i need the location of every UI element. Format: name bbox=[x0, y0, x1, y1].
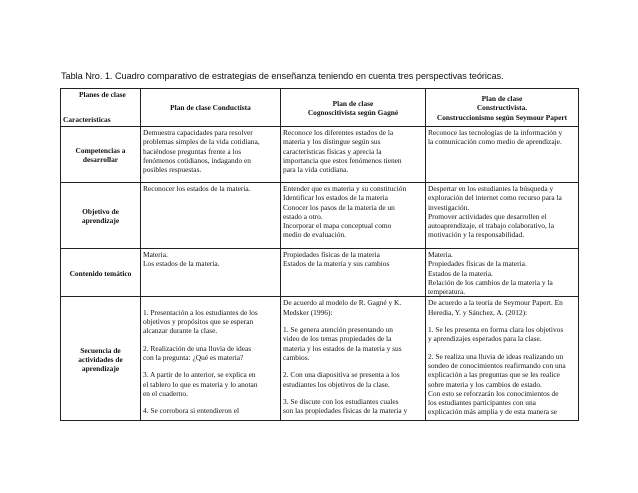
cell-line: el tablero lo que es materia y lo anotan bbox=[143, 379, 258, 389]
cell-line: Promover actividades que desarrollen el bbox=[428, 211, 547, 221]
cell-line: Los estados de la materia. bbox=[143, 259, 220, 269]
cell-line: sobre materia y los cambios de estado. bbox=[428, 379, 542, 389]
table-row bbox=[61, 297, 579, 421]
corner-label-plans: Planes de clase bbox=[79, 90, 126, 99]
cell-line: Materia. bbox=[428, 250, 453, 259]
cell-line: cambios. bbox=[283, 352, 310, 362]
cell-line: investigación. bbox=[428, 202, 470, 212]
header-cell-conductista bbox=[141, 89, 281, 127]
cell-line: explicación más amplia y de esta manera se bbox=[428, 407, 558, 417]
row-label-line: desarrollar bbox=[82, 155, 119, 164]
row-label-line: Objetivo de bbox=[82, 206, 119, 216]
cell-line: De acuerdo al modelo de R. Gagné y K. bbox=[283, 298, 402, 308]
cell-line: 3. Se discute con los estudiantes cuales bbox=[283, 396, 399, 406]
cell-line: 4. Se corrobora si entendieron el bbox=[143, 406, 240, 416]
cell-gap bbox=[283, 362, 423, 370]
cell-line: explicación a las preguntas que se les realice bbox=[428, 370, 560, 380]
header-line: Plan de clase Conductista bbox=[170, 103, 251, 113]
cell-line: 1. Presentación a los estudiantes de los bbox=[143, 307, 258, 317]
header-corner-cell bbox=[61, 89, 141, 127]
corner-label-characteristics: Características bbox=[63, 114, 111, 124]
cell-conductista bbox=[141, 127, 281, 183]
cell-line: Reconoce las tecnologías de la información y bbox=[428, 128, 563, 137]
cell-cognoscitivista bbox=[281, 297, 426, 421]
cell-line: Medsker (1996): bbox=[283, 307, 333, 317]
row-label-line: aprendizaje bbox=[81, 364, 120, 374]
cell-line: materia y los estados de la materia y sus bbox=[283, 343, 402, 353]
cell-line: 3. A partir de lo anterior, se explica en bbox=[143, 370, 256, 380]
cell-line: alcanzar durante la clase. bbox=[143, 326, 218, 336]
cell-line: 2. Realización de una lluvia de ideas bbox=[143, 343, 252, 353]
cell-gap bbox=[428, 317, 576, 325]
cell-line: motivación y la responsabilidad. bbox=[428, 230, 525, 240]
row-label-line: aprendizaje bbox=[81, 216, 120, 225]
table-header-row bbox=[61, 89, 579, 127]
table-row bbox=[61, 249, 579, 297]
row-label-line: Contenido temático bbox=[69, 268, 132, 278]
cell-line: Propiedades físicas de la materia bbox=[283, 250, 380, 259]
table-row bbox=[61, 127, 579, 183]
header-line: Plan de clase bbox=[332, 98, 374, 108]
row-label-line: Competencias a bbox=[75, 145, 126, 155]
cell-line: autoaprendizaje, el trabajo colaborativo, la bbox=[428, 221, 554, 231]
cell-line: 1. Se les presenta en forma clara los objetivos bbox=[428, 325, 564, 335]
cell-conductista bbox=[141, 183, 281, 249]
comparison-table bbox=[60, 88, 579, 421]
header-cell-cognoscitivista bbox=[281, 89, 426, 127]
cell-cognoscitivista bbox=[281, 127, 426, 183]
cell-line bbox=[143, 298, 278, 307]
cell-line: Heredia, Y. y Sánchez, A. (2012): bbox=[428, 307, 528, 317]
row-label-objetivo bbox=[61, 183, 141, 249]
cell-line: características físicas y aprecia la bbox=[283, 146, 382, 156]
cell-line: posibles respuestas. bbox=[143, 165, 202, 175]
cell-line: temperatura. bbox=[428, 287, 466, 297]
cell-gap bbox=[143, 336, 278, 344]
cell-line: estado a otro. bbox=[283, 211, 323, 221]
cell-line: De acuerdo a la teoría de Seymour Papert. En bbox=[428, 298, 563, 308]
cell-line: para la vida cotidiana. bbox=[283, 165, 349, 175]
cell-cognoscitivista bbox=[281, 249, 426, 297]
cell-line: 1. Se genera atención presentando un bbox=[283, 325, 393, 335]
cell-line: Estados de la materia y sus cambios bbox=[283, 259, 390, 269]
cell-gap bbox=[428, 344, 576, 352]
cell-constructivista bbox=[426, 183, 579, 249]
cell-line: medio de evaluación. bbox=[283, 230, 347, 240]
cell-line: estudiantes los objetivos de la clase. bbox=[283, 379, 390, 389]
cell-line: sondeo de conocimientos reafirmando con una bbox=[428, 360, 566, 370]
cell-line: los estudiantes participantes con una bbox=[428, 398, 536, 408]
row-label-secuencia bbox=[61, 297, 141, 421]
header-line: Plan de clase bbox=[481, 94, 523, 104]
cell-line: la comunicación como medio de aprendizaje. bbox=[428, 137, 562, 147]
cell-line: Materia. bbox=[143, 250, 168, 259]
cell-gap bbox=[283, 389, 423, 397]
cell-line: Demuestra capacidades para resolver bbox=[143, 128, 253, 137]
row-label-competencias bbox=[61, 127, 141, 183]
row-label-contenido bbox=[61, 249, 141, 297]
header-line: Cognoscitivista según Gagné bbox=[307, 108, 399, 117]
cell-line: Conocer los pasos de la materia de un bbox=[283, 202, 395, 212]
cell-constructivista bbox=[426, 297, 579, 421]
cell-line: Identificar los estados de la materia bbox=[283, 193, 388, 203]
cell-line: Propiedades físicas de la materia. bbox=[428, 259, 527, 269]
cell-line: fenómenos cotidianos, indagando en bbox=[143, 155, 251, 165]
header-line: Constructivista. bbox=[476, 103, 528, 113]
cell-line: Con esto se reforzarán los conocimientos de bbox=[428, 388, 559, 398]
cell-cognoscitivista bbox=[281, 183, 426, 249]
header-line: Construccionismo según Seymour Papert bbox=[436, 112, 568, 122]
cell-conductista bbox=[141, 297, 281, 421]
table-caption: Tabla Nro. 1. Cuadro comparativo de estrategias de enseñanza teniendo en cuenta tres perspectivas teóricas. bbox=[61, 71, 504, 81]
cell-line: Relación de los cambios de la materia y la bbox=[428, 277, 553, 287]
cell-gap bbox=[143, 398, 278, 406]
cell-line: Entender que es materia y su constitución bbox=[283, 184, 407, 193]
cell-line: materia y los distingue según sus bbox=[283, 137, 381, 147]
cell-line: 2. Con una diapositiva se presenta a los bbox=[283, 370, 400, 380]
cell-line: exploración del internet como recurso para la bbox=[428, 193, 562, 203]
cell-line: haciéndose preguntas frente a los bbox=[143, 146, 242, 156]
cell-line: son las propiedades físicas de la materia y bbox=[283, 406, 408, 416]
cell-line: Reconoce los diferentes estados de la bbox=[283, 128, 394, 137]
cell-gap bbox=[283, 317, 423, 325]
cell-conductista bbox=[141, 249, 281, 297]
cell-line: Incorporar el mapa conceptual como bbox=[283, 221, 392, 231]
cell-line: problemas simples de la vida cotidiana, bbox=[143, 137, 260, 147]
cell-line: objetivos y propósitos que se esperan bbox=[143, 317, 254, 327]
cell-line: importancia que estos fenómenos tienen bbox=[283, 155, 402, 165]
cell-constructivista bbox=[426, 127, 579, 183]
cell-constructivista bbox=[426, 249, 579, 297]
cell-line: con la pregunta: ¿Qué es materia? bbox=[143, 352, 244, 362]
cell-line: Reconocer los estados de la materia. bbox=[143, 184, 251, 193]
row-label-line: actividades de bbox=[78, 354, 123, 364]
cell-line: Despertar en los estudiantes la búsqueda y bbox=[428, 184, 554, 193]
header-cell-constructivista bbox=[426, 89, 579, 127]
cell-line: Estados de la materia. bbox=[428, 268, 493, 278]
row-label-line: Secuencia de bbox=[80, 345, 121, 355]
cell-line: video de los temas propiedades de la bbox=[283, 334, 392, 344]
cell-line: 2. Se realiza una lluvia de ideas realizando un bbox=[428, 351, 564, 361]
cell-line: y aprendizajes esperados para la clase. bbox=[428, 334, 542, 344]
table-row bbox=[61, 183, 579, 249]
cell-gap bbox=[143, 362, 278, 370]
cell-line: en el cuaderno. bbox=[143, 388, 188, 398]
